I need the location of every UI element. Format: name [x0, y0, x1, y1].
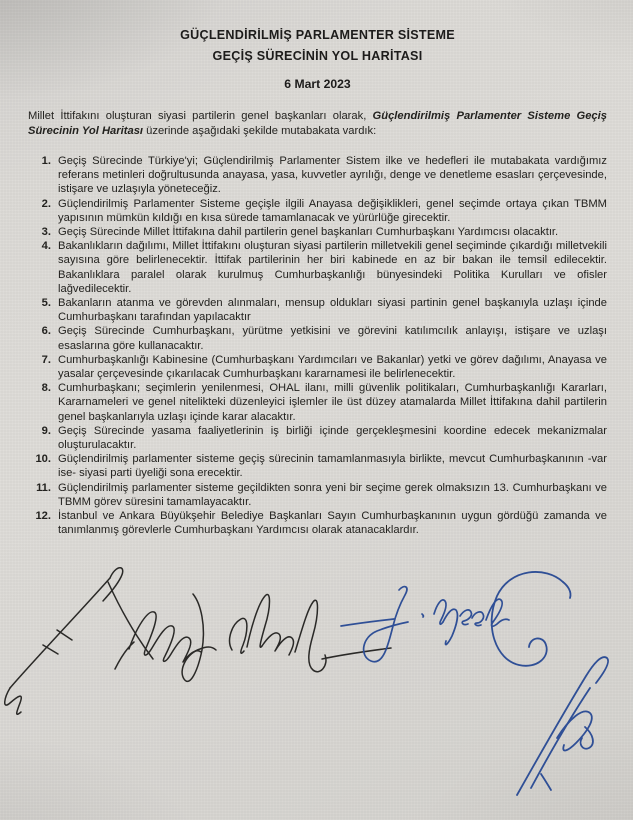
- item-text: Cumhurbaşkanı; seçimlerin yenilenmesi, OHAL ilanı, milli güvenlik politikaları, Cumhurbaşkanlığı Kararları, Kararnameleri ve genel nitelikteki düzenleyici işlemler ile üst düzey atamalarda Millet İttifakına dahil partilerin genel başkanlarıyla uzlaşı içinde karar alacaktır.: [58, 382, 607, 423]
- item-number: 4.: [41, 240, 51, 253]
- item-text: Bakanlıkların dağılımı, Millet İttifakını oluşturan siyasi partilerin milletvekili genel seçiminde çıkardığı milletvekili sayısına göre belirlenecektir. İttifak partilerinin her biri kabinede en az bir bakan ile temsil edilecektir. Bakanlıklara paralel olarak kurulmuş Cumhurbaşkanlığı bünyesindeki Politika Kurulları ve ofisler lağvedilecektir.: [58, 240, 607, 295]
- list-item: [28, 324, 607, 352]
- signature-5: [492, 572, 608, 795]
- list-item: [28, 154, 607, 197]
- item-text: Cumhurbaşkanlığı Kabinesine (Cumhurbaşkanı Yardımcıları ve Bakanlar) yetki ve görev dağılımı, Anayasa ve yasalar çerçevesinde çıkarılacak Cumhurbaşkanı kararnamesi ile belirlenecektir.: [58, 353, 607, 381]
- item-number: 1.: [41, 155, 51, 167]
- item-number: 3.: [41, 226, 51, 239]
- list-item: [28, 239, 607, 296]
- intro-prefix: Millet İttifakını oluşturan siyasi partilerin genel başkanları olarak,: [28, 110, 373, 122]
- list-item: [28, 509, 607, 537]
- document-date: 6 Mart 2023: [284, 77, 351, 91]
- item-text: Güçlendirilmiş parlamenter sisteme geçiş sürecinin tamamlanmasıyla birlikte, mevcut Cumhurbaşkanının -var ise- siyasi parti üyeliği sona erecektir.: [58, 453, 607, 480]
- list-item: [28, 225, 607, 239]
- list-item: [28, 353, 607, 381]
- list-item: [28, 481, 607, 509]
- item-text: Geçiş Sürecinde Cumhurbaşkanı, yürütme yetkisini ve görevini katılımcılık anlayışı, istişare ve uzlaşı esaslarına göre kullanacaktır.: [58, 325, 607, 352]
- list-item: [28, 381, 607, 424]
- title-line-2: GEÇİŞ SÜRECİNİN YOL HARİTASI: [212, 49, 423, 63]
- item-number: 5.: [41, 297, 51, 310]
- item-number: 12.: [35, 510, 51, 523]
- signature-area: [0, 552, 633, 820]
- document-title: [28, 25, 607, 67]
- item-text: İstanbul ve Ankara Büyükşehir Belediye Başkanları Sayın Cumhurbaşkanının uygun gördüğü zamanda ve tanımlanmış görevlerle Cumhurbaşkanı Yardımcısı olarak atanacaklardır.: [58, 510, 607, 537]
- item-text: Geçiş Sürecinde yasama faaliyetlerinin iş birliği içinde gerçekleşmesini koordine edecek mekanizmalar oluşturulacaktır.: [58, 424, 607, 452]
- signature-1: [5, 568, 153, 715]
- item-number: 6.: [41, 325, 51, 338]
- item-text: Geçiş Sürecinde Millet İttifakına dahil partilerin genel başkanları Cumhurbaşkanı Yardımcısı olacaktır.: [58, 226, 559, 239]
- title-line-1: GÜÇLENDİRİLMİŞ PARLAMENTER SİSTEME: [180, 28, 455, 42]
- item-number: 11.: [36, 481, 51, 494]
- list-item: [28, 296, 607, 324]
- item-text: Güçlendirilmiş parlamenter sisteme geçildikten sonra yeni bir seçime gerek olmaksızın 13. Cumhurbaşkanı ve TBMM görev süresini tamamlayacaktır.: [58, 481, 607, 508]
- signature-2: [115, 594, 216, 681]
- roadmap-list: [28, 154, 607, 537]
- list-item: [28, 197, 607, 225]
- item-text: Bakanların atanma ve görevden alınmaları, mensup oldukları siyasi partinin genel başkanıyla uzlaşı içinde Cumhurbaşkanı tarafından yapılacaktır: [58, 297, 607, 324]
- item-number: 9.: [41, 424, 51, 437]
- item-number: 10.: [35, 453, 51, 466]
- intro-suffix: üzerinde aşağıdaki şekilde mutabakata vardık:: [143, 125, 377, 137]
- intro-paragraph: [28, 109, 607, 139]
- item-number: 8.: [41, 382, 51, 395]
- list-item: [28, 452, 607, 480]
- item-number: 2.: [41, 197, 51, 210]
- signature-4: [341, 587, 509, 662]
- intro-emphasis: Güçlendirilmiş Parlamenter Sisteme Geçiş Sürecinin Yol Haritası: [28, 110, 607, 137]
- signature-3: [230, 594, 391, 671]
- list-item: [28, 424, 607, 452]
- item-number: 7.: [41, 353, 51, 366]
- signatures-graphic: [0, 552, 633, 820]
- item-text: Geçiş Sürecinde Türkiye'yi; Güçlendirilmiş Parlamenter Sistem ilke ve hedefleri ile mutabakata vardığımız referans metinleri doğrultusunda anayasa, yasa, kuvvetler ayrılığı, denge ve denetleme esasları çerçevesinde, istişare ve uzlaşıyla yöneteceğiz.: [58, 155, 607, 196]
- item-text: Güçlendirilmiş Parlamenter Sisteme geçişle ilgili Anayasa değişiklikleri, genel seçimde ortaya çıkan TBMM yapısının mümkün kıldığı en kısa sürede tamamlanacak ve yürürlüğe girecektir.: [58, 197, 607, 224]
